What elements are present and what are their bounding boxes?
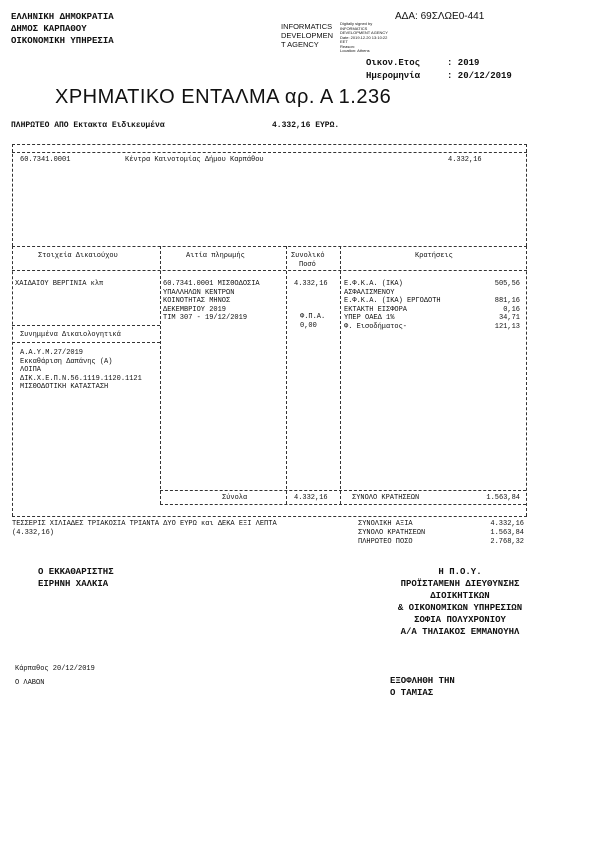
divider — [12, 270, 527, 271]
paid-line: ΕΞΟΦΛΗΘΗ ΤΗΝ — [390, 676, 455, 686]
attachment-item: ΛΟΙΠΑ — [20, 366, 42, 374]
divider — [526, 246, 527, 516]
deduction-value: 881,16 — [494, 297, 520, 305]
summary-value: 4.332,16 — [490, 520, 524, 528]
totals-value: 4.332,16 — [294, 494, 328, 502]
column-header-deductions: Κρατήσεις — [415, 252, 453, 260]
signature-line: & ΟΙΚΟΝΟΜΙΚΩΝ ΥΠΗΡΕΣΙΩΝ — [397, 603, 523, 613]
divider — [12, 325, 160, 326]
deduction-value: 505,56 — [494, 280, 520, 288]
ida-logo-line: INFORMATICS — [281, 22, 333, 31]
deduction-value — [484, 289, 520, 298]
budget-description: Κέντρα Καινοτομίας Δήμου Καρπάθου — [125, 156, 264, 164]
deduction-label: Ε.Φ.Κ.Α. (ΙΚΑ) — [344, 280, 403, 288]
reason-line: 60.7341.0001 ΜΙΣΘΟΔΟΣΙΑ — [163, 280, 260, 288]
page-title: ΧΡΗΜΑΤΙΚΟ ΕΝΤΑΛΜΑ αρ. Α 1.236 — [55, 86, 392, 108]
budget-code: 60.7341.0001 — [20, 156, 71, 164]
payable-from-label: ΠΛΗΡΩΤΕΟ ΑΠΟ Εκτακτα Ειδικευμένα — [11, 121, 165, 130]
date-value: : 20/12/2019 — [447, 71, 512, 81]
paid-line: Ο ΤΑΜΙΑΣ — [390, 688, 434, 698]
divider — [526, 144, 527, 246]
summary-labels — [358, 520, 425, 547]
total-amount: 4.332,16 — [294, 280, 328, 288]
place-date: Κάρπαθος 20/12/2019 — [15, 665, 95, 673]
stamp-line: DEVELOPMENT AGENCY — [340, 30, 388, 35]
stamp-line: Reason: — [340, 43, 355, 49]
reason-line: ΥΠΑΛΛΗΛΩΝ ΚΕΝΤΡΩΝ — [163, 288, 235, 297]
deduction-label: ΑΣΦΑΛΙΣΜΕΝΟΥ — [344, 288, 395, 297]
clearing-officer-signature — [38, 566, 114, 590]
organization-header — [11, 11, 114, 47]
amount-in-words — [12, 520, 277, 538]
signature-line: Η Π.Ο.Υ. — [438, 567, 482, 577]
summary-values — [480, 520, 524, 547]
reason-line: ΔΕΚΕΜΒΡΙΟΥ 2019 — [163, 305, 227, 314]
column-header-total-1: Συνολικό — [291, 252, 325, 260]
totals-label: Σύνολα — [222, 494, 248, 502]
director-signature — [360, 566, 560, 638]
deduction-label: ΥΠΕΡ ΟΑΕΔ 1% — [344, 314, 395, 322]
digital-signature-stamp — [340, 22, 388, 54]
stamp-line: INFORMATICS — [340, 25, 368, 31]
fiscal-year-label: Οικον.Ετος — [366, 58, 421, 68]
summary-label: ΣΥΝΟΛΟ ΚΡΑΤΗΣΕΩΝ — [358, 529, 426, 537]
org-line: ΕΛΛΗΝΙΚΗ ΔΗΜΟΚΡΑΤΙΑ — [11, 12, 114, 22]
attachment-item: ΔΙΚ.Χ.Ε.Π.Ν.56.1119.1120.1121 — [20, 374, 142, 383]
ida-logo — [281, 22, 333, 49]
deduction-value: 121,13 — [494, 322, 520, 331]
attachments-list — [20, 349, 142, 392]
divider — [160, 246, 161, 504]
column-header-reason: Αιτία πληρωμής — [186, 252, 245, 260]
divider — [12, 246, 527, 247]
divider — [12, 516, 527, 517]
amount-words-line: (4.332,16) — [12, 529, 55, 537]
org-line: ΟΙΚΟΝΟΜΙΚΗ ΥΠΗΡΕΣΙΑ — [11, 36, 114, 46]
divider — [286, 246, 287, 504]
summary-value: 2.768,32 — [490, 538, 524, 546]
signature-line: ΔΙΟΙΚΗΤΙΚΩΝ — [430, 591, 490, 601]
fiscal-year-value: : 2019 — [447, 58, 480, 68]
summary-label: ΣΥΝΟΛΙΚΗ ΑΞΙΑ — [358, 520, 413, 528]
reason-line: ΤΙΜ 307 - 19/12/2019 — [163, 314, 248, 322]
ada-code: ΑΔΑ: 69ΣΛΩΕ0-441 — [395, 11, 485, 22]
budget-amount: 4.332,16 — [448, 156, 482, 164]
divider — [160, 504, 526, 505]
amount-words-line: ΤΕΣΣΕΡΙΣ ΧΙΛΙΑΔΕΣ ΤΡΙΑΚΟΣΙΑ ΤΡΙΑΝΤΑ ΔΥΟ ΕΥΡΩ και ΔΕΚΑ ΕΞΙ ΛΕΠΤΑ — [12, 520, 277, 528]
payable-amount: 4.332,16 ΕΥΡΩ. — [272, 121, 340, 130]
signature-line: Ο ΕΚΚΑΘΑΡΙΣΤΗΣ — [38, 567, 114, 577]
divider — [12, 342, 160, 343]
beneficiary-name: ΧΑΙΔΑΙΟΥ ΒΕΡΓΙΝΙΑ κλπ — [15, 280, 104, 288]
deduction-label: Φ. Εισοδήματος- — [344, 322, 408, 331]
stamp-line: Date: 2019.12.20 13:10:22 — [340, 34, 388, 40]
signature-line: ΕΙΡΗΝΗ ΧΑΛΚΙΑ — [38, 579, 109, 589]
column-header-total-2: Ποσό — [299, 261, 316, 269]
deduction-label: Ε.Φ.Κ.Α. (ΙΚΑ) ΕΡΓΟΔΟΤΗ — [344, 297, 441, 305]
column-header-beneficiary: Στοιχεία Δικαιούχου — [38, 252, 118, 260]
payment-reason — [163, 280, 260, 323]
paid-stamp — [390, 675, 455, 699]
reason-line: ΚΟΙΝΟΤΗΤΑΣ ΜΗΝΟΣ — [163, 297, 231, 305]
deduction-value: 34,71 — [498, 314, 520, 322]
total-deductions-value: 1.563,84 — [486, 494, 520, 502]
attachment-item: ΜΙΣΘΟΔΟΤΙΚΗ ΚΑΤΑΣΤΑΣΗ — [20, 383, 109, 391]
ida-logo-line: DEVELOPMEN — [281, 31, 334, 40]
org-line: ΔΗΜΟΣ ΚΑΡΠΑΘΟΥ — [11, 24, 87, 34]
total-deductions-label: ΣΥΝΟΛΟ ΚΡΑΤΗΣΕΩΝ — [352, 494, 420, 502]
divider — [12, 144, 13, 246]
deductions-values — [484, 280, 520, 331]
stamp-line: Digitally signed by — [340, 21, 373, 26]
signature-line: Α/Α ΤΗΛΙΑΚΟΣ ΕΜΜΑΝΟΥΗΛ — [400, 627, 520, 637]
stamp-line: EET — [340, 39, 348, 44]
attachments-label: Συνημμένα Δικαιολογητικά — [20, 331, 121, 339]
receiver-label: Ο ΛΑΒΩΝ — [15, 679, 45, 687]
summary-value: 1.563,84 — [490, 529, 524, 537]
vat-label: Φ.Π.Α. — [300, 313, 326, 321]
signature-line: ΠΡΟΪΣΤΑΜΕΝΗ ΔΙΕΥΘΥΝΣΗΣ — [400, 579, 520, 589]
deductions-labels — [344, 280, 441, 331]
stamp-line: Location: Athens — [340, 48, 370, 53]
attachment-item: Εκκαθάριση Δαπάνης (Α) — [20, 357, 113, 366]
ida-logo-line: T AGENCY — [281, 40, 319, 49]
divider — [12, 144, 527, 145]
divider — [12, 246, 13, 516]
signature-line: ΣΟΦΙΑ ΠΟΛΥΧΡΟΝΙΟΥ — [414, 615, 506, 625]
attachment-item: Α.Α.Υ.Μ.27/2019 — [20, 349, 84, 357]
divider — [340, 246, 341, 504]
date-label: Ημερομηνία — [366, 71, 421, 81]
divider — [160, 490, 526, 491]
vat-value: 0,00 — [300, 322, 317, 330]
deduction-label: ΕΚΤΑΚΤΗ ΕΙΣΦΟΡΑ — [344, 305, 408, 314]
deduction-value: 0,16 — [503, 305, 520, 314]
divider — [12, 152, 527, 153]
summary-label: ΠΛΗΡΩΤΕΟ ΠΟΣΟ — [358, 538, 413, 546]
